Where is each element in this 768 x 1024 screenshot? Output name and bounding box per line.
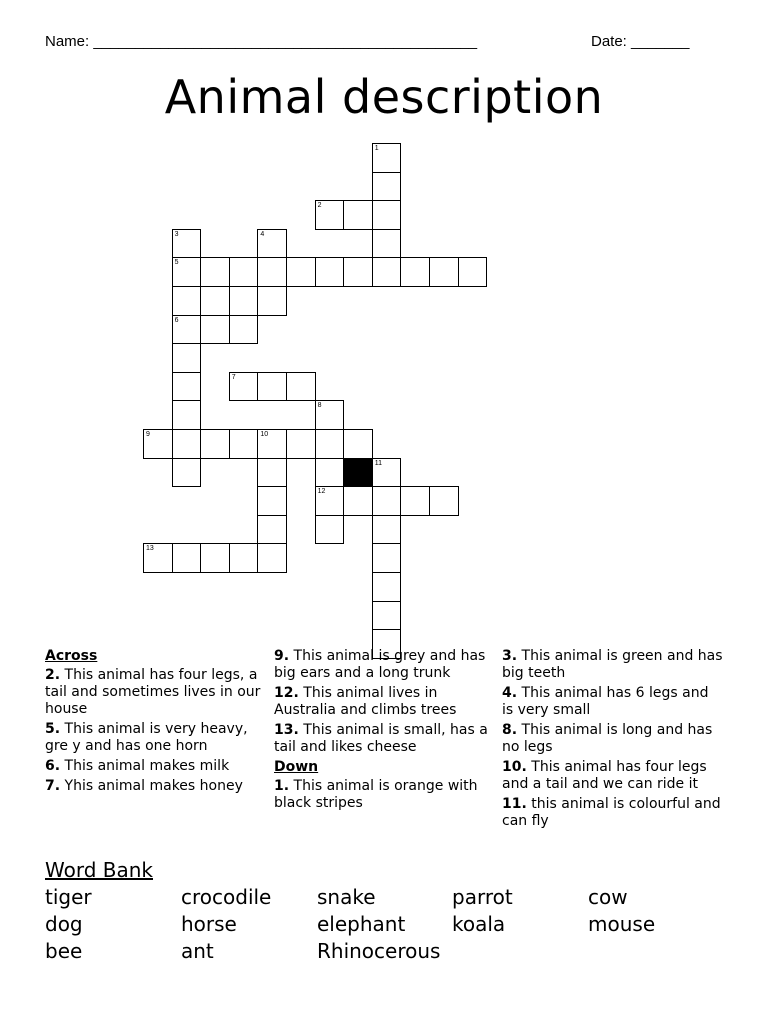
crossword-cell[interactable]: [257, 458, 287, 488]
crossword-cell[interactable]: [286, 257, 316, 287]
crossword-cell[interactable]: [372, 515, 402, 545]
crossword-cell[interactable]: [172, 429, 202, 459]
crossword-cell[interactable]: [343, 486, 373, 516]
crossword-cell[interactable]: [229, 543, 259, 573]
crossword-cell[interactable]: [172, 343, 202, 373]
clue-number: 2: [317, 202, 322, 210]
crossword-cell[interactable]: [257, 515, 287, 545]
crossword-block: [343, 458, 373, 488]
crossword-cell[interactable]: [315, 458, 345, 488]
clue-number: 8: [317, 402, 322, 410]
across-heading: Across: [45, 648, 98, 664]
clue-number: 1: [374, 145, 379, 152]
word-bank-item: ant: [181, 939, 214, 963]
crossword-cell[interactable]: [200, 543, 230, 573]
crossword-cell[interactable]: [172, 372, 202, 402]
crossword-cell[interactable]: [257, 286, 287, 316]
crossword-cell[interactable]: [458, 257, 488, 287]
clue-number: 12: [317, 488, 326, 496]
crossword-cell[interactable]: [200, 286, 230, 316]
crossword-cell[interactable]: [257, 429, 287, 459]
crossword-cell[interactable]: [229, 286, 259, 316]
crossword-cell[interactable]: [200, 257, 230, 287]
crossword-cell[interactable]: [315, 515, 345, 545]
clue-across-5: 5. This animal is very heavy, gre y and has one horn: [45, 721, 248, 754]
crossword-cell[interactable]: [257, 229, 287, 259]
clue-down-3: 3. This animal is green and has big teeth: [502, 648, 723, 681]
clue-across-12: 12. This animal lives in Australia and climbs trees: [274, 685, 457, 718]
crossword-cell[interactable]: [257, 257, 287, 287]
crossword-cell[interactable]: [257, 372, 287, 402]
clues-column-2: [274, 648, 492, 815]
name-date-line: [45, 33, 690, 50]
crossword-cell[interactable]: [286, 429, 316, 459]
clue-down-10: 10. This animal has four legs and a tail and we can ride it: [502, 759, 707, 792]
word-bank-item: dog: [45, 912, 83, 936]
crossword-cell[interactable]: [229, 257, 259, 287]
crossword-cell[interactable]: [372, 543, 402, 573]
crossword-cell[interactable]: [315, 429, 345, 459]
word-bank-title: Word Bank: [45, 858, 153, 882]
clue-across-13: 13. This animal is small, has a tail and likes cheese: [274, 722, 488, 755]
crossword-cell[interactable]: [172, 257, 202, 287]
clue-down-4: 4. This animal has 6 legs and is very small: [502, 685, 709, 718]
clues-column-1: [45, 648, 267, 798]
clue-across-9: 9. This animal is grey and has big ears and a long trunk: [274, 648, 486, 681]
crossword-cell[interactable]: [286, 372, 316, 402]
crossword-cell[interactable]: [372, 172, 402, 202]
crossword-cell[interactable]: [200, 429, 230, 459]
crossword-cell[interactable]: [372, 486, 402, 516]
word-bank-item: snake: [317, 885, 376, 909]
date-label[interactable]: Date: _______: [591, 33, 690, 50]
name-label[interactable]: Name: ______________________________________________: [45, 33, 478, 50]
clue-number: 11: [374, 459, 383, 467]
crossword-cell[interactable]: [372, 257, 402, 287]
crossword-cell[interactable]: [257, 486, 287, 516]
clue-down-8: 8. This animal is long and has no legs: [502, 722, 713, 755]
crossword-cell[interactable]: [343, 257, 373, 287]
crossword-cell[interactable]: [229, 429, 259, 459]
crossword-cell[interactable]: [200, 315, 230, 345]
word-bank-item: Rhinocerous: [317, 939, 441, 963]
crossword-cell[interactable]: [143, 429, 173, 459]
crossword-cell[interactable]: [229, 372, 259, 402]
crossword-cell[interactable]: [315, 257, 345, 287]
word-bank-item: bee: [45, 939, 83, 963]
crossword-cell[interactable]: [429, 486, 459, 516]
crossword-cell[interactable]: [400, 486, 430, 516]
word-bank-item: horse: [181, 912, 237, 936]
clue-down-1: 1. This animal is orange with black stripes: [274, 778, 478, 811]
word-bank-item: crocodile: [181, 885, 272, 909]
crossword-cell[interactable]: [343, 429, 373, 459]
crossword-cell[interactable]: [315, 200, 345, 230]
crossword-cell[interactable]: [400, 257, 430, 287]
word-bank-item: mouse: [588, 912, 656, 936]
crossword-cell[interactable]: [372, 200, 402, 230]
clue-number: 13: [146, 545, 154, 553]
crossword-cell[interactable]: [315, 486, 345, 516]
word-bank-item: tiger: [45, 885, 92, 909]
down-heading: Down: [274, 759, 319, 775]
word-bank-item: parrot: [452, 885, 513, 909]
clue-number: 7: [231, 373, 236, 381]
crossword-cell[interactable]: [172, 229, 202, 259]
clue-down-11: 11. this animal is colourful and can fly: [502, 796, 721, 829]
crossword-cell[interactable]: [172, 458, 202, 488]
crossword-cell[interactable]: [343, 200, 373, 230]
crossword-cell[interactable]: [372, 572, 402, 602]
crossword-cell[interactable]: [372, 601, 402, 631]
page-title: Animal description: [164, 70, 604, 124]
crossword-cell[interactable]: [429, 257, 459, 287]
clue-across-2: 2. This animal has four legs, a tail and sometimes lives in our house: [45, 667, 261, 717]
crossword-cell[interactable]: [172, 286, 202, 316]
crossword-cell[interactable]: [257, 543, 287, 573]
clue-number: 3: [174, 230, 179, 238]
clue-number: 5: [174, 259, 179, 267]
clue-across-7: 7. Yhis animal makes honey: [45, 778, 243, 794]
word-bank-item: elephant: [317, 912, 406, 936]
crossword-cell[interactable]: [372, 458, 402, 488]
crossword-cell[interactable]: [143, 543, 173, 573]
clue-number: 4: [260, 230, 265, 238]
crossword-cell[interactable]: [172, 400, 202, 430]
clue-number: 10: [260, 431, 269, 438]
word-bank-item: koala: [452, 912, 506, 936]
clues-column-3: [502, 648, 724, 833]
clue-across-6: 6. This animal makes milk: [45, 758, 230, 774]
crossword-cell[interactable]: [372, 229, 402, 259]
clue-number: 6: [174, 316, 179, 324]
crossword-cell[interactable]: [372, 143, 402, 173]
crossword-cell[interactable]: [172, 315, 202, 345]
crossword-cell[interactable]: [315, 400, 345, 430]
clue-number: 9: [146, 431, 150, 438]
word-bank-item: cow: [588, 885, 628, 909]
crossword-cell[interactable]: [229, 315, 259, 345]
crossword-cell[interactable]: [172, 543, 202, 573]
